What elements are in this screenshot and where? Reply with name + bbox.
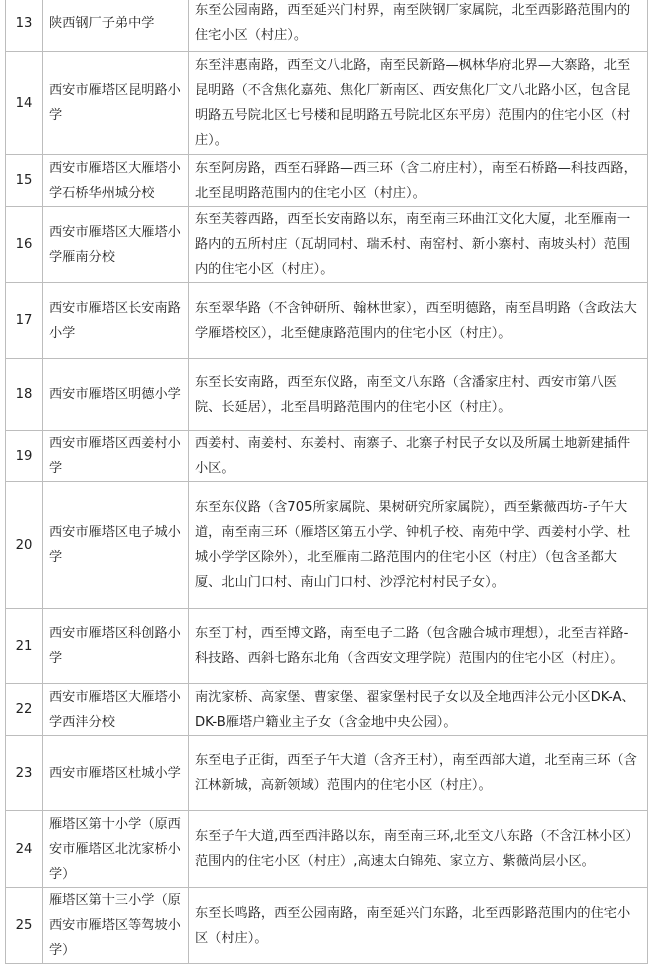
row-number: 18 bbox=[6, 359, 43, 431]
school-name: 陕西钢厂子弟中学 bbox=[43, 0, 189, 52]
row-number: 23 bbox=[6, 736, 43, 811]
zone-description: 东至沣惠南路，西至文八北路，南至民新路—枫林华府北界—大寨路，北至昆明路（不含焦化嘉苑、焦化厂新南区、西安焦化厂文八北路小区，包含昆明路五号院北区七号楼和昆明路五号院北区东平房）范围内的住宅小区（村庄）。 bbox=[189, 52, 648, 155]
zone-description: 东至翠华路（不含钟研所、翰林世家），西至明德路，南至昌明路（含政法大学雁塔校区），北至健康路范围内的住宅小区（村庄）。 bbox=[189, 283, 648, 359]
table-row bbox=[6, 736, 648, 811]
zone-description: 东至芙蓉西路，西至长安南路以东，南至南三环曲江文化大厦，北至雁南一路内的五所村庄（瓦胡同村、瑞禾村、南窑村、新小寨村、南坡头村）范围内的住宅小区（村庄）。 bbox=[189, 207, 648, 283]
school-name: 西安市雁塔区明德小学 bbox=[43, 359, 189, 431]
zone-description: 西姜村、南姜村、东姜村、南寨子、北寨子村民子女以及所属土地新建插件小区。 bbox=[189, 431, 648, 482]
school-name: 西安市雁塔区昆明路小学 bbox=[43, 52, 189, 155]
row-number: 22 bbox=[6, 684, 43, 736]
school-name: 雁塔区第十小学（原西安市雁塔区北沈家桥小学） bbox=[43, 811, 189, 888]
row-number: 13 bbox=[6, 0, 43, 52]
zone-description: 东至东仪路（含705所家属院、果树研究所家属院），西至紫薇西坊-子午大道，南至南三环（雁塔区第五小学、钟机子校、南苑中学、西姜村小学、杜城小学学区除外），北至雁南二路范围内的住宅小区（村庄）（包含圣都大厦、北山门口村、南山门口村、沙浮沱村村民子女）。 bbox=[189, 482, 648, 609]
row-number: 15 bbox=[6, 155, 43, 207]
table-row bbox=[6, 52, 648, 155]
row-number: 16 bbox=[6, 207, 43, 283]
row-number: 24 bbox=[6, 811, 43, 888]
table-row bbox=[6, 684, 648, 736]
zone-description: 东至公园南路，西至延兴门村界，南至陕钢厂家属院，北至西影路范围内的住宅小区（村庄）。 bbox=[189, 0, 648, 52]
school-name: 西安市雁塔区西姜村小学 bbox=[43, 431, 189, 482]
school-name: 西安市雁塔区科创路小学 bbox=[43, 609, 189, 684]
school-name: 西安市雁塔区杜城小学 bbox=[43, 736, 189, 811]
row-number: 20 bbox=[6, 482, 43, 609]
row-number: 17 bbox=[6, 283, 43, 359]
zone-description: 东至电子正街，西至子午大道（含齐王村），南至西部大道，北至南三环（含江林新城，高新领域）范围内的住宅小区（村庄）。 bbox=[189, 736, 648, 811]
table-row bbox=[6, 811, 648, 888]
table-row bbox=[6, 155, 648, 207]
table-row bbox=[6, 0, 648, 52]
zone-description: 东至子午大道,西至西沣路以东，南至南三环,北至文八东路（不含江林小区）范围内的住宅小区（村庄）,高速太白锦苑、家立方、紫薇尚层小区。 bbox=[189, 811, 648, 888]
zone-description: 东至长鸣路，西至公园南路，南至延兴门东路，北至西影路范围内的住宅小区（村庄）。 bbox=[189, 888, 648, 964]
school-name: 西安市雁塔区长安南路小学 bbox=[43, 283, 189, 359]
school-name: 西安市雁塔区大雁塔小学西沣分校 bbox=[43, 684, 189, 736]
table-row bbox=[6, 283, 648, 359]
table-row bbox=[6, 609, 648, 684]
table-row bbox=[6, 431, 648, 482]
school-name: 西安市雁塔区大雁塔小学石桥华州城分校 bbox=[43, 155, 189, 207]
table-row bbox=[6, 207, 648, 283]
table-row bbox=[6, 482, 648, 609]
row-number: 14 bbox=[6, 52, 43, 155]
row-number: 25 bbox=[6, 888, 43, 964]
zone-description: 东至长安南路，西至东仪路，南至文八东路（含潘家庄村、西安市第八医院、长延居），北至昌明路范围内的住宅小区（村庄）。 bbox=[189, 359, 648, 431]
zone-description: 南沈家桥、高家堡、曹家堡、翟家堡村民子女以及全地西沣公元小区DK-A、DK-B雁塔户籍业主子女（含金地中央公园）。 bbox=[189, 684, 648, 736]
table-row bbox=[6, 359, 648, 431]
school-name: 雁塔区第十三小学（原西安市雁塔区等驾坡小学） bbox=[43, 888, 189, 964]
zone-description: 东至丁村，西至博文路，南至电子二路（包含融合城市理想），北至吉祥路-科技路、西斜七路东北角（含西安文理学院）范围内的住宅小区（村庄）。 bbox=[189, 609, 648, 684]
zone-description: 东至阿房路，西至石驿路—西三环（含二府庄村），南至石桥路—科技西路，北至昆明路范围内的住宅小区（村庄）。 bbox=[189, 155, 648, 207]
row-number: 21 bbox=[6, 609, 43, 684]
table-row bbox=[6, 888, 648, 964]
enrollment-zone-table bbox=[5, 0, 648, 964]
row-number: 19 bbox=[6, 431, 43, 482]
school-name: 西安市雁塔区电子城小学 bbox=[43, 482, 189, 609]
school-name: 西安市雁塔区大雁塔小学雁南分校 bbox=[43, 207, 189, 283]
